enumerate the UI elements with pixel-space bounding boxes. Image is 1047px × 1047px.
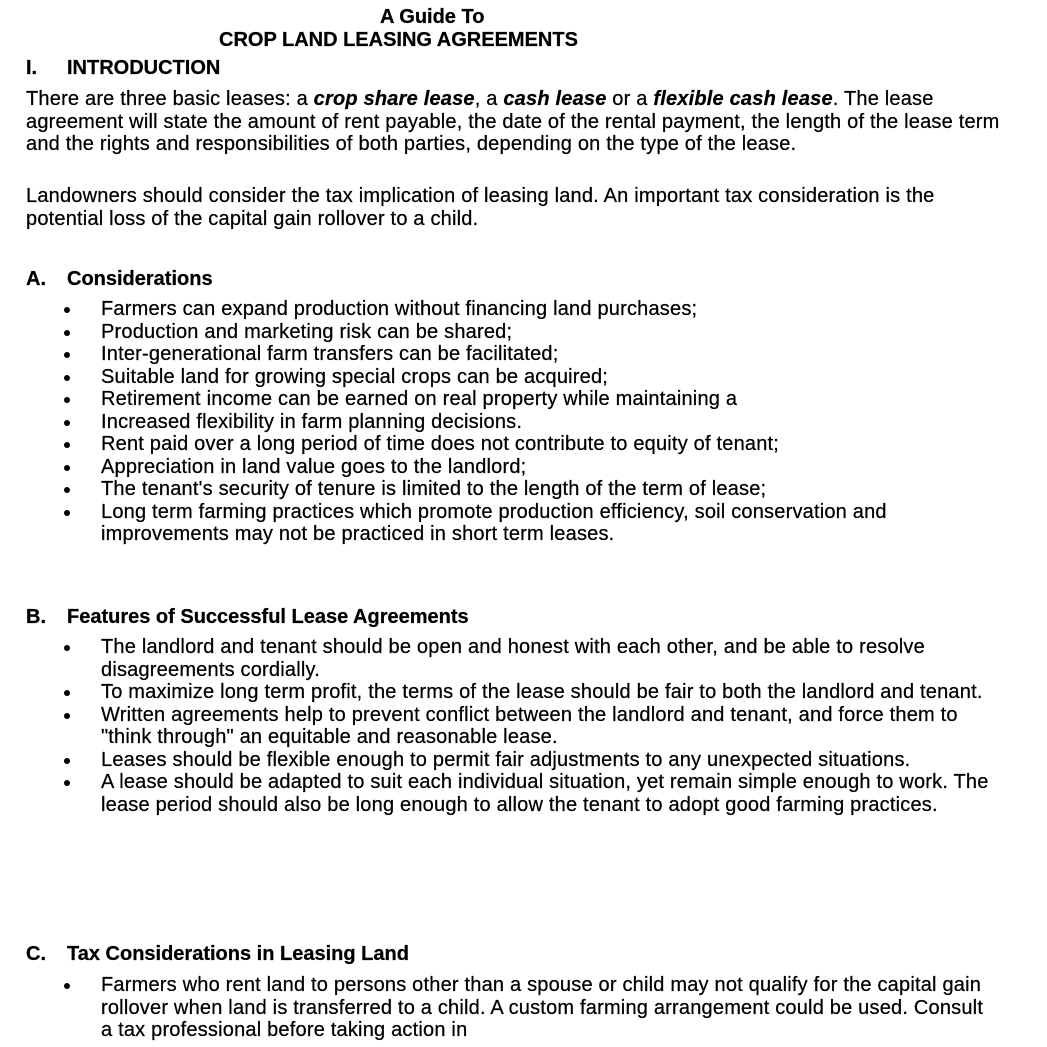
text-run: . The lease agreement will state the amount of rent payable, the date of the rental payment, the length of the lease term and the rights and responsibilities of both parties, depending on the type of the lease.	[26, 88, 1000, 155]
list-item-text: Farmers who rent land to persons other than a spouse or child may not qualify for the capital gain rollover when land is transferred to a child. A custom farming arrangement could be used. Consult a tax professional before taking action in	[101, 974, 984, 1041]
bullet-icon	[64, 713, 70, 719]
list-item	[0, 433, 996, 456]
bullet-icon	[64, 510, 70, 516]
bullet-icon	[64, 645, 70, 651]
bullet-icon	[64, 690, 70, 696]
list-item-text: Farmers can expand production without financing land purchases;	[101, 298, 698, 320]
text-run: , a	[474, 88, 504, 110]
list-item	[0, 771, 996, 816]
bullet-icon	[64, 375, 70, 381]
section-heading-considerations	[26, 268, 213, 290]
text-run: There are three basic leases: a	[26, 88, 314, 110]
list-item	[0, 974, 996, 1042]
list-item-text: Retirement income can be earned on real property while maintaining a	[101, 388, 738, 410]
list-item	[0, 298, 996, 321]
list-item-text: Long term farming practices which promote production efficiency, soil conservation and improvements may not be practiced in short term leases.	[101, 500, 887, 545]
section-title: INTRODUCTION	[67, 57, 221, 79]
section-number: I.	[26, 57, 38, 79]
bullet-icon	[64, 307, 70, 313]
emphasis-crop-share-lease: crop share lease	[313, 88, 475, 110]
list-item	[0, 388, 996, 411]
emphasis-cash-lease: cash lease	[503, 88, 607, 110]
bullet-icon	[64, 465, 70, 471]
section-heading-introduction	[26, 57, 220, 79]
bullet-icon	[64, 983, 70, 989]
list-item-text: Production and marketing risk can be shared;	[101, 320, 513, 343]
bullet-icon	[64, 442, 70, 448]
bullet-icon	[64, 420, 70, 426]
section-title: Tax Considerations in Leasing Land	[67, 943, 409, 965]
list-item-text: Leases should be flexible enough to permit fair adjustments to any unexpected situations.	[101, 748, 911, 771]
list-item-text: Suitable land for growing special crops can be acquired;	[101, 365, 609, 388]
emphasis-flexible-cash-lease: flexible cash lease	[653, 88, 833, 110]
list-item	[0, 704, 996, 749]
section-title: Features of Successful Lease Agreements	[67, 606, 469, 628]
list-item-text: Appreciation in land value goes to the landlord;	[101, 455, 527, 478]
section-heading-tax-considerations	[26, 943, 409, 965]
section-number: A.	[26, 268, 46, 290]
list-item	[0, 366, 996, 389]
intro-paragraph-2: Landowners should consider the tax implication of leasing land. An important tax consideration is the potential loss of the capital gain rollover to a child.	[26, 185, 935, 230]
section-heading-features	[26, 606, 469, 628]
list-item	[0, 456, 996, 479]
text-run: or a	[606, 88, 654, 110]
section-title: Considerations	[67, 268, 213, 290]
list-item-text: Written agreements help to prevent conflict between the landlord and tenant, and force them to "think through" an equitable and reasonable lease.	[101, 703, 958, 748]
list-item-text: Rent paid over a long period of time does not contribute to equity of tenant;	[101, 433, 780, 455]
list-item	[0, 749, 996, 772]
list-item	[0, 636, 996, 681]
bullet-icon	[64, 487, 70, 493]
bullet-icon	[64, 397, 70, 403]
list-item-text: A lease should be adapted to suit each individual situation, yet remain simple enough to work. The lease period should also be long enough to allow the tenant to adopt good farming practices.	[101, 771, 989, 816]
bullet-icon	[64, 330, 70, 336]
list-item-text: Increased flexibility in farm planning decisions.	[101, 410, 523, 433]
intro-paragraph-1	[26, 88, 1011, 156]
list-item	[0, 411, 996, 434]
features-list	[0, 636, 1000, 816]
list-item	[0, 681, 996, 704]
list-item-text: The landlord and tenant should be open and honest with each other, and be able to resolve disagreements cordially.	[101, 636, 925, 681]
list-item-text: To maximize long term profit, the terms of the lease should be fair to both the landlord and tenant.	[101, 681, 983, 703]
list-item	[0, 478, 996, 501]
bullet-icon	[64, 780, 70, 786]
document-title-line-2: CROP LAND LEASING AGREEMENTS	[219, 29, 578, 51]
section-number: C.	[26, 943, 46, 965]
bullet-icon	[64, 758, 70, 764]
tax-considerations-list	[0, 974, 1000, 1042]
list-item	[0, 501, 996, 546]
list-item-text: The tenant's security of tenure is limited to the length of the term of lease;	[101, 478, 767, 500]
list-item-text: Inter-generational farm transfers can be facilitated;	[101, 343, 559, 365]
section-number: B.	[26, 606, 46, 628]
document-title-line-1: A Guide To	[380, 6, 485, 28]
list-item	[0, 321, 996, 344]
list-item	[0, 343, 996, 366]
considerations-list	[0, 298, 1000, 546]
bullet-icon	[64, 352, 70, 358]
